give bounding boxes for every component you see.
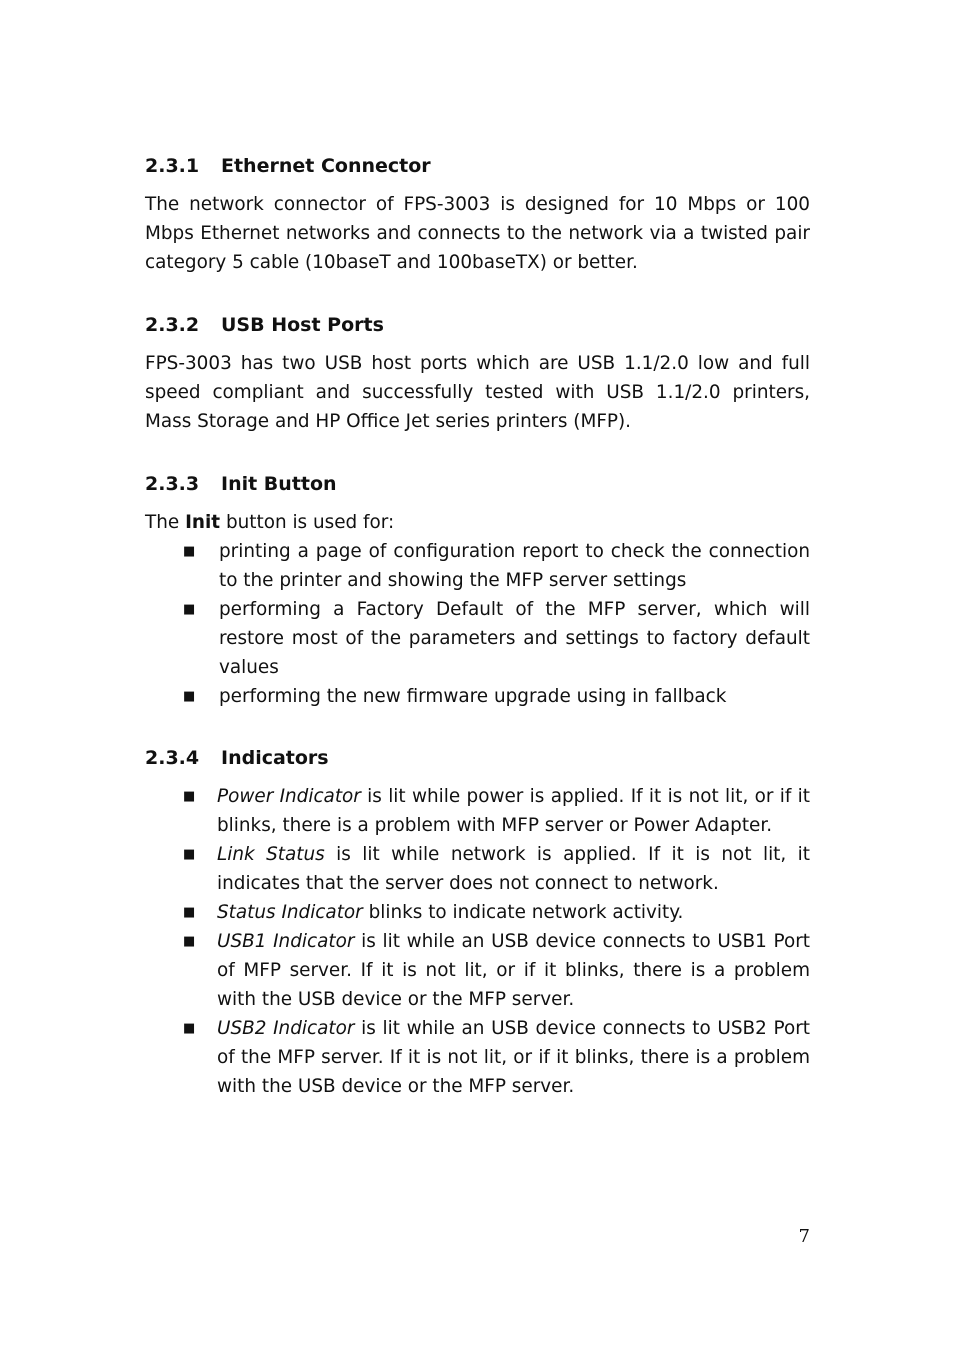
section-heading bbox=[145, 472, 810, 496]
section-ethernet-connector bbox=[145, 154, 810, 277]
section-heading bbox=[145, 746, 810, 770]
init-button-list bbox=[145, 537, 810, 711]
intro-bold-term: Init bbox=[185, 512, 221, 533]
section-number: 2.3.4 bbox=[145, 747, 200, 769]
list-item bbox=[145, 595, 810, 682]
bullet-square-icon: ■ bbox=[183, 934, 196, 949]
section-heading bbox=[145, 313, 810, 337]
indicator-description: is lit while network is applied. If it is not lit, it indicates that the server does not connect to network. bbox=[217, 844, 810, 894]
bullet-square-icon: ■ bbox=[183, 602, 196, 617]
section-number: 2.3.3 bbox=[145, 473, 200, 495]
indicator-description: is lit while power is applied. If it is not lit, or if it blinks, there is a problem with MFP server or Power Adapter. bbox=[217, 786, 810, 836]
list-item bbox=[145, 1014, 810, 1101]
bullet-square-icon: ■ bbox=[183, 689, 196, 704]
indicator-description: blinks to indicate network activity. bbox=[362, 902, 684, 923]
document-page bbox=[145, 0, 810, 1351]
page-number: 7 bbox=[798, 1226, 810, 1247]
section-title: Ethernet Connector bbox=[221, 155, 431, 177]
indicators-list bbox=[145, 782, 810, 1101]
indicator-description: is lit while an USB device connects to USB1 Port of MFP server. If it is not lit, or if it blinks, there is a problem with the USB device or the MFP server. bbox=[217, 931, 810, 1010]
bullet-square-icon: ■ bbox=[183, 1021, 196, 1036]
bullet-square-icon: ■ bbox=[183, 789, 196, 804]
list-item bbox=[145, 782, 810, 840]
indicator-term: Status Indicator bbox=[217, 902, 363, 923]
indicator-term: Power Indicator bbox=[217, 786, 361, 807]
list-item-text: printing a page of configuration report to check the connection to the printer and showing the MFP server settings bbox=[219, 541, 810, 591]
indicator-description: is lit while an USB device connects to USB2 Port of the MFP server. If it is not lit, or if it blinks, there is a problem with the USB device or the MFP server. bbox=[217, 1018, 810, 1097]
section-title: Indicators bbox=[221, 747, 329, 769]
section-title: Init Button bbox=[221, 473, 337, 495]
bullet-square-icon: ■ bbox=[183, 847, 196, 862]
intro-text-before: The bbox=[145, 512, 186, 533]
section-title: USB Host Ports bbox=[221, 314, 384, 336]
list-item-text: performing the new firmware upgrade using in fallback bbox=[219, 686, 727, 707]
bullet-square-icon: ■ bbox=[183, 544, 196, 559]
list-item bbox=[145, 927, 810, 1014]
section-indicators bbox=[145, 746, 810, 1101]
indicator-term: USB2 Indicator bbox=[217, 1018, 355, 1039]
section-init-button bbox=[145, 472, 810, 711]
section-heading bbox=[145, 154, 810, 178]
list-item bbox=[145, 537, 810, 595]
section-intro bbox=[145, 508, 810, 537]
indicator-term: Link Status bbox=[217, 844, 325, 865]
bullet-square-icon: ■ bbox=[183, 905, 196, 920]
list-item bbox=[145, 682, 810, 711]
indicator-term: USB1 Indicator bbox=[217, 931, 355, 952]
intro-text-after: button is used for: bbox=[220, 512, 395, 533]
section-body: FPS-3003 has two USB host ports which are USB 1.1/2.0 low and full speed compliant and successfully tested with USB 1.1/2.0 printers, Mass Storage and HP Office Jet series printers (MFP). bbox=[145, 353, 810, 432]
section-body: The network connector of FPS-3003 is designed for 10 Mbps or 100 Mbps Ethernet networks and connects to the network via a twisted pair category 5 cable (10baseT and 100baseTX) or better. bbox=[145, 194, 810, 273]
list-item-text: performing a Factory Default of the MFP server, which will restore most of the parameters and settings to factory default values bbox=[219, 599, 810, 678]
section-number: 2.3.1 bbox=[145, 155, 200, 177]
list-item bbox=[145, 840, 810, 898]
section-usb-host-ports bbox=[145, 313, 810, 436]
list-item bbox=[145, 898, 810, 927]
section-number: 2.3.2 bbox=[145, 314, 200, 336]
